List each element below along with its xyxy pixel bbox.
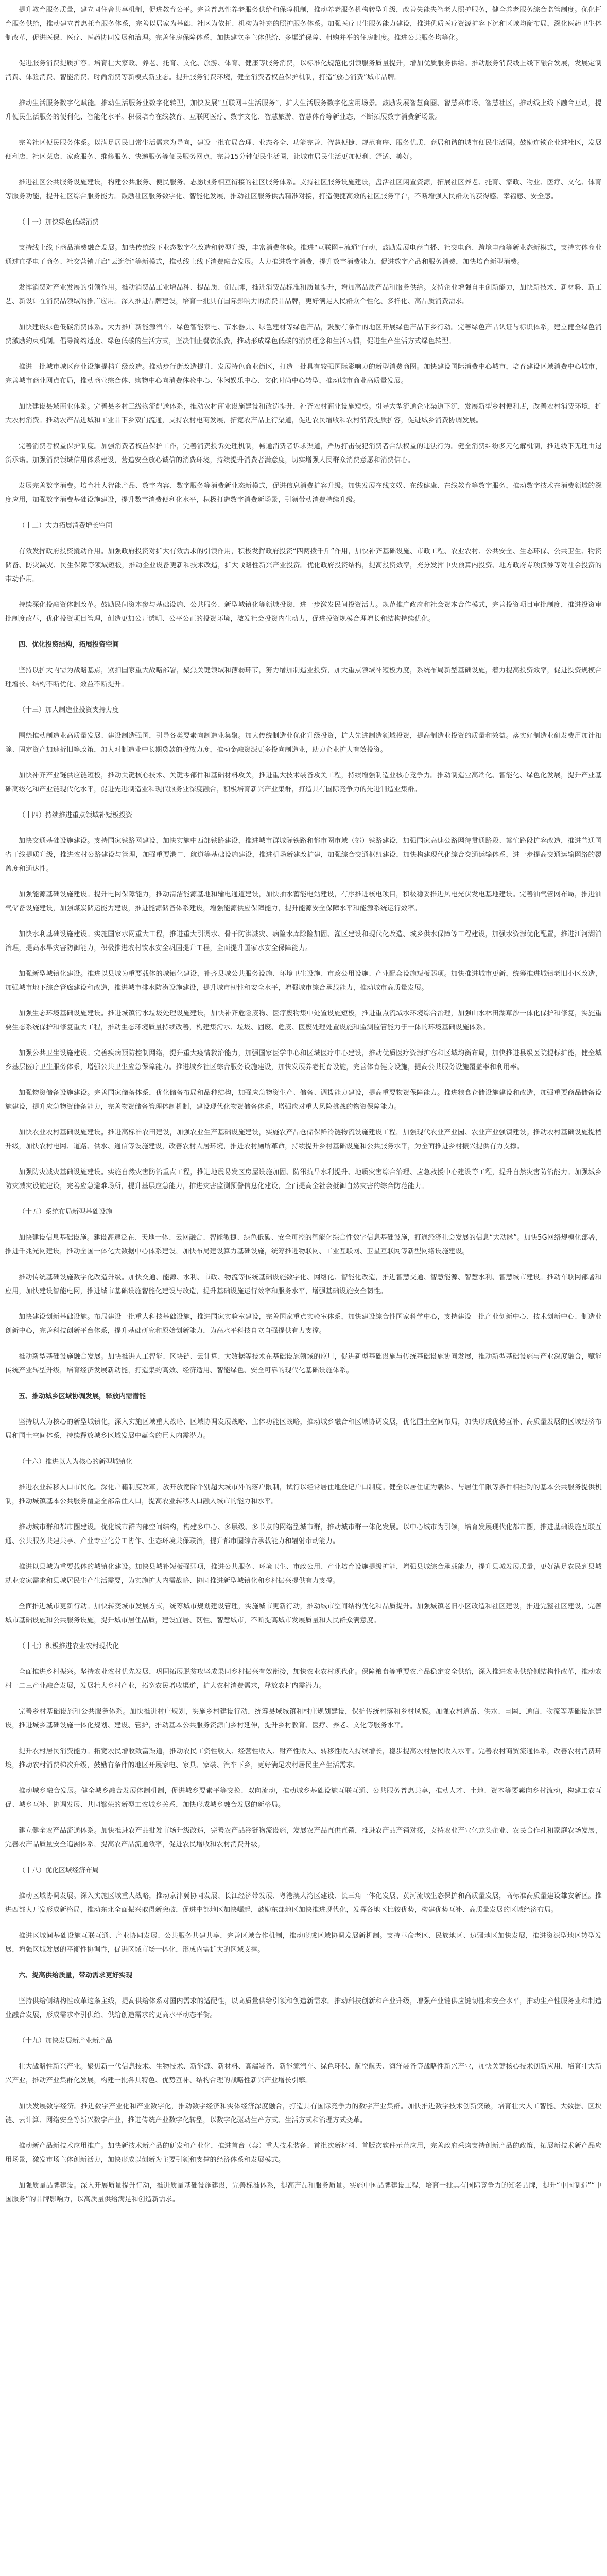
paragraph: 支持线上线下商品消费融合发展。加快传统线下业态数字化改造和转型升级，丰富消费体验。推进“互联网+流通”行动，鼓励发展电商直播、社交电商、跨境电商等新业态新模式，支持实体商业通过直播电子商务、社交营销开启“云逛街”等新模式，推动线上线下消费融合发展。大力推进数字消费，提升数字消费能力，促进数字产品和服务消费，加快培育新型消费。 bbox=[5, 244, 602, 266]
paragraph: 加快发展数字经济。推进数字产业化和产业数字化，推动数字经济和实体经济深度融合，打造具有国际竞争力的数字产业集群。加快推进数字技术创新突破，培育壮大人工智能、大数据、区块链、云计算、网络安全等新兴数字产业，推进传统产业数字化转型，以数字化驱动生产方式、生活方式和治理方式变革。 bbox=[5, 2103, 602, 2124]
paragraph: 加强质量品牌建设。深入开展质量提升行动，推进质量基础设施建设，完善标准体系，提高产品和服务质量。实施中国品牌建设工程，培育一批具有国际竞争力的知名品牌，提升“中国制造”“中国服务”的品牌影响力，以高质量供给满足和创造新需求。 bbox=[5, 2182, 602, 2204]
paragraph: 加强能源基础设施建设。提升电网保障能力，推动清洁能源基地和输电通道建设，加快抽水蓄能电站建设，有序推进核电项目，积极稳妥推进风电光伏发电基地建设。完善油气管网布局，推进油气储备设施建设，加强煤炭储运能力建设，推进能源储备体系建设，增强能源供应保障能力，提升能源安全保障水平和能源系统运行效率。 bbox=[5, 891, 602, 912]
paragraph: 推进一批城市城区商业设施提档升级改造。推动步行街改造提升，发展特色商业街区，打造一批具有较强国际影响力的新型消费商圈。加快建设国际消费中心城市，培育建设区域消费中心城市，完善城市商业网点布局，推动商业综合体、购物中心向消费体验中心、休闲娱乐中心、文化时尚中心转型，推动城市商业高质量发展。 bbox=[5, 363, 602, 385]
subsection-heading: （十三）加大制造业投资支持力度 bbox=[19, 706, 119, 714]
paragraph: 促进服务消费提质扩容。培育壮大家政、养老、托育、文化、旅游、体育、健康等服务消费，以标准化规范化引领服务质量提升，增加优质服务供给。推动服务消费线上线下融合发展，发展定制消费、体验消费、智能消费、时尚消费等新模式新业态。提升服务消费环境，健全消费者权益保护机制，打造“放心消费”城市品牌。 bbox=[5, 60, 602, 81]
section-heading: 四、优化投资结构，拓展投资空间 bbox=[19, 641, 119, 649]
subsection-heading: （十八）优化区域经济布局 bbox=[19, 1867, 99, 1874]
paragraph: 推动新型基础设施融合发展。加快推进人工智能、区块链、云计算、大数据等技术在基础设施领域的应用，促进新型基础设施与传统基础设施协同发展，推动新型基础设施与产业深度融合，赋能传统产业转型升级，培育经济发展新动能，打造集约高效、经济适用、智能绿色、安全可靠的现代化基础设施体系。 bbox=[5, 1353, 602, 1375]
paragraph: 推进农业转移人口市民化。深化户籍制度改革，放开放宽除个别超大城市外的落户限制，试行以经常居住地登记户口制度。健全以居住证为载体、与居住年限等条件相挂钩的基本公共服务提供机制，推动城镇基本公共服务覆盖全部常住人口，提高农业转移人口融入城市的能力和水平。 bbox=[5, 1484, 602, 1505]
paragraph: 推动城乡融合发展。健全城乡融合发展体制机制，促进城乡要素平等交换、双向流动，推动城乡基础设施互联互通、公共服务普惠共享，推动人才、土地、资本等要素向乡村流动，构建工农互促、城乡互补、协调发展、共同繁荣的新型工农城乡关系，加快形成城乡融合发展的新格局。 bbox=[5, 1787, 602, 1809]
paragraph: 加强公共卫生设施建设。完善疾病预防控制网络，提升重大疫情救治能力，加强国家医学中心和区域医疗中心建设，推动优质医疗资源扩容和区域均衡布局，加快推进县级医院提标扩能，健全城乡基层医疗卫生服务体系，增强公共卫生应急保障能力。推进城乡社区综合服务设施建设，加快发展养老托育设施，完善体育健身设施，提高公共服务设施覆盖率和利用率。 bbox=[5, 1049, 602, 1071]
paragraph: 推动区域协调发展。深入实施区域重大战略，推动京津冀协同发展、长江经济带发展、粤港澳大湾区建设、长三角一体化发展、黄河流域生态保护和高质量发展，高标准高质量建设雄安新区。推进西部大开发形成新格局，推动东北全面振兴取得新突破，促进中部地区加快崛起，鼓励东部地区加快推进现代化，发挥各地区比较优势，构建优势互补、高质量发展的区域经济布局。 bbox=[5, 1892, 602, 1914]
paragraph: 加强物资储备设施建设。完善国家储备体系，优化储备布局和品种结构，加强应急物资生产、储备、调拨能力建设，提高重要物资保障能力。推进粮食仓储设施建设和改造，加强重要商品储备设施建设，提升应急物资储备能力，完善物资储备管理体制机制，建设现代化物资储备体系，增强应对重大风险挑战的物资保障能力。 bbox=[5, 1089, 602, 1111]
paragraph: 推进以县城为重要载体的城镇化建设。加快县城补短板强弱项，推进公共服务、环境卫生、市政公用、产业培育设施提级扩能，增强县城综合承载能力，提升县城发展质量，更好满足农民到县城就业安家需求和县城居民生产生活需要，为实施扩大内需战略、协同推进新型城镇化和乡村振兴提供有力支撑。 bbox=[5, 1563, 602, 1585]
paragraph: 推动新产品新技术应用推广。加快新技术新产品的研发和产业化，推进首台（套）重大技术装备、首批次新材料、首版次软件示范应用，完善政府采购支持创新产品的政策，拓展新技术新产品应用场景，激发市场主体创新活力，加快形成以创新为主要引领和支撑的经济体系和发展模式。 bbox=[5, 2142, 602, 2164]
paragraph: 加快补齐产业链供应链短板，推动关键核心技术、关键零部件和基础材料攻关，推进重大技术装备攻关工程，持续增强制造业核心竞争力。推动制造业高端化、智能化、绿色化发展，提升产业基础高级化和产业链现代化水平，促进先进制造业和现代服务业深度融合，积极培育新兴产业集群，打造具有国际竞争力的先进制造业集群。 bbox=[5, 772, 602, 793]
paragraph: 坚持供给侧结构性改革这条主线，提高供给体系对国内需求的适配性，以高质量供给引领和创造新需求。推动科技创新和产业升级，增强产业链供应链韧性和安全水平，推动生产性服务业和制造业融合发展，形成需求牵引供给、供给创造需求的更高水平动态平衡。 bbox=[5, 1997, 602, 2019]
subsection-heading: （十二）大力拓展消费增长空间 bbox=[19, 522, 113, 530]
paragraph: 加快建设创新基础设施。布局建设一批重大科技基础设施，推进国家实验室建设，完善国家重点实验室体系，加快建设综合性国家科学中心，支持建设一批产业创新中心、技术创新中心、制造业创新中心，完善科技创新平台体系，提升基础研究和原始创新能力，为高水平科技自立自强提供有力支撑。 bbox=[5, 1313, 602, 1335]
paragraph: 推动生活服务数字化赋能。推动生活服务业数字化转型，加快发展“互联网+生活服务”，扩大生活服务数字化应用场景。鼓励发展智慧商圈、智慧菜市场、智慧社区，推动线上线下融合互动，提升便民生活服务的便利化、智能化水平。积极培育在线教育、互联网医疗、数字文化、智慧旅游、智慧体育等新业态，不断拓展数字消费新场景。 bbox=[5, 99, 602, 121]
paragraph: 加快交通基础设施建设。支持国家铁路网建设，加快实施中西部铁路建设，推进城市群城际铁路和都市圈市域（郊）铁路建设，加强国家高速公路网待贯通路段、繁忙路段扩容改造，推进普通国省干线提质升级，推进农村公路建设与管理，加强重要港口、航道等基础设施建设，推进机场新建改扩建，加强综合交通枢纽建设，加快构建现代化综合交通运输体系，进一步提高交通运输网络的覆盖度和通达性。 bbox=[5, 837, 602, 873]
paragraph: 加快水利基础设施建设。实施国家水网重大工程，推进重大引调水、骨干防洪减灾、病险水库除险加固、灌区建设和现代化改造、城乡供水保障等工程建设，加强水资源优化配置，推进江河湖泊治理，提高水旱灾害防御能力，积极推进农村饮水安全巩固提升工程，全面提升国家水安全保障能力。 bbox=[5, 930, 602, 952]
paragraph: 加强防灾减灾基础设施建设。实施自然灾害防治重点工程，推进地震易发区房屋设施加固、防汛抗旱水利提升、地质灾害综合治理、应急救援中心建设等工程，提升自然灾害防治能力。加强城乡防灾减灾设施建设，完善应急避难场所，提升基层应急能力，推进灾害监测预警信息化建设，全面提高全社会抵御自然灾害的综合防范能力。 bbox=[5, 1168, 602, 1190]
paragraph: 提升教育服务质量，建立同住舍共享机制，促进教育公平。完善普惠性养老服务供给和保障机制，推动养老服务机构转型升级，改善失能失智老人照护服务，健全养老服务综合监管制度。优化托育服务供给，推动建立普惠托育服务体系，完善以居家为基础、社区为依托、机构为补充的照护服务体系。加强医疗卫生服务能力建设，推进优质医疗资源扩容下沉和区域均衡布局，深化医药卫生体制改革，促进医保、医疗、医药协同发展和治理。完善住房保障体系，加快建立多主体供给、多渠道保障、租购并举的住房制度。推进公共服务均等化。 bbox=[5, 6, 602, 42]
paragraph: 推动城市群和都市圈建设。优化城市群内部空间结构，构建多中心、多层级、多节点的网络型城市群，推动城市群一体化发展。以中心城市为引领，培育发展现代化都市圈，推进基础设施互联互通、公共服务共建共享、产业专业化分工协作、生态环境共保联治，提升都市圈综合承载能力和辐射带动能力。 bbox=[5, 1523, 602, 1545]
paragraph: 加快农业农村基础设施建设。推进高标准农田建设，加强农业生产基础设施建设，实施农产品仓储保鲜冷链物流设施建设工程，加强现代农业产业园、农业产业强镇建设。推动农村基础设施提档升级，加快农村电网、道路、供水、通信等设施建设，改善农村人居环境，推进农村厕所革命，持续提升乡村基础设施和公共服务水平，为全面推进乡村振兴提供有力支撑。 bbox=[5, 1129, 602, 1150]
paragraph: 持续深化投融资体制改革。鼓励民间资本参与基础设施、公共服务、新型城镇化等领域投资，进一步激发民间投资活力。规范推广政府和社会资本合作模式，完善投资项目审批制度，推进投资审批制度改革，优化投资项目管理，创造更加公开透明、公平公正的投资环境，激发社会投资内生动力，促进投资规模合理增长和结构持续优化。 bbox=[5, 601, 602, 623]
paragraph: 全面推进城市更新行动。加快转变城市发展方式，统筹城市规划建设管理，实施城市更新行动，推动城市空间结构优化和品质提升。加强城镇老旧小区改造和社区建设，推进完整社区建设，完善城市基础设施和公共服务设施，提升城市居住品质，建设宜居、韧性、智慧城市，不断提高城市发展质量和人民群众满意度。 bbox=[5, 1603, 602, 1624]
subsection-heading: （十六）推进以人为核心的新型城镇化 bbox=[19, 1458, 133, 1466]
section-heading: 六、提高供给质量，带动需求更好实现 bbox=[19, 1972, 133, 1979]
paragraph: 加强生态环境基础设施建设。推进城镇污水垃圾处理设施建设，加快补齐危险废物、医疗废物集中处置设施短板，推进重点流域水环境综合治理，加强山水林田湖草沙一体化保护和修复，实施重要生态系统保护和修复重大工程，推动生态环境质量持续改善，构建集污水、垃圾、固废、危废、医废处理处置设施和监测监管能力于一体的环境基础设施体系。 bbox=[5, 1010, 602, 1031]
paragraph: 加快建设信息基础设施。建设高速泛在、天地一体、云网融合、智能敏捷、绿色低碳、安全可控的智能化综合性数字信息基础设施，打通经济社会发展的信息“大动脉”。加快5G网络规模化部署，推进千兆光网建设，推动全国一体化大数据中心体系建设，加快布局建设算力基础设施，统筹推进物联网、工业互联网、卫星互联网等新型网络设施建设。 bbox=[5, 1234, 602, 1256]
paragraph: 加快建设县域商业体系。完善县乡村三级物流配送体系，推动农村商业设施建设和改造提升，补齐农村商业设施短板。引导大型流通企业渠道下沉，发展新型乡村便利店，改善农村消费环境，扩大农村消费。推动农产品进城和工业品下乡双向流通，支持农村电商发展，拓宽农产品上行渠道，促进农民增收和农村消费提质扩容，促进城乡消费协调发展。 bbox=[5, 403, 602, 425]
paragraph: 坚持以扩大内需为战略基点，紧扣国家重大战略部署，聚焦关键领域和薄弱环节，努力增加制造业投资，加大重点领域补短板力度，系统布局新型基础设施，着力提高投资效率，促进投资规模合理增长、结构不断优化、效益不断提升。 bbox=[5, 667, 602, 688]
paragraph: 建立健全农产品流通体系。加快推进农产品批发市场升级改造，完善农产品冷链物流设施，发展农产品直供直销，推进农产品产销对接，支持农业产业化龙头企业、农民合作社和家庭农场发展，完善农产品质量安全追溯体系，提高农产品流通效率，促进农民增收和农村消费升级。 bbox=[5, 1827, 602, 1849]
paragraph: 推进社区公共服务设施建设，构建公共服务、便民服务、志愿服务相互衔接的社区服务体系。支持社区服务设施建设，盘活社区闲置资源，拓展社区养老、托育、家政、物业、医疗、文化、体育等服务功能，提升社区综合服务能力。鼓励社区服务数字化、智能化发展，推动社区服务供需精准对接，打造便捷高效的社区服务平台，不断增强人民群众的获得感、幸福感、安全感。 bbox=[5, 179, 602, 200]
subsection-heading: （十九）加快发展新产业新产品 bbox=[19, 2037, 113, 2045]
paragraph: 完善消费者权益保护制度。加强消费者权益保护工作，完善消费投诉处理机制，畅通消费者诉求渠道，严厉打击侵犯消费者合法权益的违法行为。健全消费纠纷多元化解机制，推进线下无理由退货承诺。加强消费领域信用体系建设，营造安全放心诚信的消费环境，持续提升消费者满意度，切实增强人民群众消费意愿和消费信心。 bbox=[5, 443, 602, 464]
paragraph: 完善社区便民服务体系。以满足居民日常生活需求为导向，建设一批布局合理、业态齐全、功能完善、智慧便捷、规范有序、服务优质、商居和谐的城市便民生活圈。鼓励连锁企业进社区，发展便利店、社区菜店、家政服务、维修服务、快递服务等便民服务网点，完善15分钟便民生活圈，让城市居民生活更加便利、舒适、美好。 bbox=[5, 139, 602, 161]
subsection-heading: （十一）加快绿色低碳消费 bbox=[19, 218, 99, 226]
paragraph: 推动传统基础设施数字化改造升级。加快交通、能源、水利、市政、物流等传统基础设施数字化、网络化、智能化改造，推进智慧交通、智慧能源、智慧水利、智慧城市建设。推动车联网部署和应用，加快建设智能电网，推进城市基础设施智能化建设与改造，提升基础设施运行效率和服务水平，增强基础设施安全韧性。 bbox=[5, 1274, 602, 1295]
paragraph: 提升农村居民消费能力。拓宽农民增收致富渠道，推动农民工资性收入、经营性收入、财产性收入、转移性收入持续增长，稳步提高农村居民收入水平。完善农村商贸流通体系，改善农村消费环境，推动农村消费梯次升级，鼓励有条件的地区开展家电、家具、家装、汽车下乡，更好满足农村居民生产生活需求。 bbox=[5, 1748, 602, 1769]
paragraph: 壮大战略性新兴产业。聚焦新一代信息技术、生物技术、新能源、新材料、高端装备、新能源汽车、绿色环保、航空航天、海洋装备等战略性新兴产业，加快关键核心技术创新应用，培育壮大新兴产业，推动产业集群化发展，构建一批各具特色、优势互补、结构合理的战略性新兴产业增长引擎。 bbox=[5, 2063, 602, 2084]
subsection-heading: （十四）持续推进重点领域补短板投资 bbox=[19, 811, 133, 819]
subsection-heading: （十七）积极推进农业农村现代化 bbox=[19, 1642, 119, 1650]
paragraph: 围绕推动制造业高质量发展、建设制造强国，引导各类要素向制造业集聚。加大传统制造业优化升级投资，扩大先进制造领域投资，提高制造业投资的质量和效益。落实好制造业研发费用加计扣除、固定资产加速折旧等政策，加大对制造业中长期贷款的投放力度，推动金融资源更多投向制造业，助力企业扩大有效投资。 bbox=[5, 732, 602, 754]
paragraph: 完善乡村基础设施和公共服务体系。加快推进村庄规划，实施乡村建设行动，统筹县域城镇和村庄规划建设，保护传统村落和乡村风貌。加强农村道路、供水、电网、通信、物流等基础设施建设，推进城乡基础设施一体化规划、建设、管护，推动基本公共服务资源向乡村延伸，提升乡村教育、医疗、养老、文化等服务水平。 bbox=[5, 1708, 602, 1730]
paragraph: 推进区域间基础设施互联互通、产业协同发展、公共服务共建共享，完善区域合作机制，推动形成区域协调发展新机制。支持革命老区、民族地区、边疆地区加快发展，推进资源型地区转型发展，增强区域发展的平衡性协调性，促进区域市场一体化，形成内需扩大的区域支撑。 bbox=[5, 1932, 602, 1954]
paragraph: 加强新型城镇化建设。推进以县城为重要载体的城镇化建设，补齐县城公共服务设施、环境卫生设施、市政公用设施、产业配套设施短板弱项。加快推进城市更新，统筹推进城镇老旧小区改造，加强城市地下综合管廊建设和改造，推进城市排水防涝设施建设，提升城市韧性和安全水平，增强城市综合承载能力，推动城市高质量发展。 bbox=[5, 970, 602, 992]
paragraph: 加快建设绿色低碳消费体系。大力推广新能源汽车、绿色智能家电、节水器具、绿色建材等绿色产品，鼓励有条件的地区开展绿色产品下乡行动。完善绿色产品认证与标识体系，建立健全绿色消费激励约束机制。倡导简约适度、绿色低碳的生活方式，坚决制止餐饮浪费，推动形成绿色低碳的消费理念和生活习惯，促进生产生活方式绿色转型。 bbox=[5, 324, 602, 345]
paragraph: 全面推进乡村振兴。坚持农业农村优先发展，巩固拓展脱贫攻坚成果同乡村振兴有效衔接，加快农业农村现代化。保障粮食等重要农产品稳定安全供给，深入推进农业供给侧结构性改革，推动农村一二三产业融合发展，发展壮大乡村产业，拓宽农民增收渠道，扩大农村消费需求，释放农村内需潜力。 bbox=[5, 1668, 602, 1690]
subsection-heading: （十五）系统布局新型基础设施 bbox=[19, 1208, 113, 1216]
section-heading: 五、推动城乡区域协调发展，释放内需潜能 bbox=[19, 1393, 146, 1400]
paragraph: 发展完善数字消费。培育壮大智能产品、数字内容、数字服务等消费新业态新模式，促进信息消费扩容升级。加快发展在线文娱、在线健康、在线教育等数字服务，推动数字技术在消费领域的深度应用，加强数字消费基础设施建设，提升数字消费便利化水平，积极打造数字消费新场景，引领带动消费持续升级。 bbox=[5, 482, 602, 504]
paragraph: 坚持以人为核心的新型城镇化，深入实施区域重大战略、区域协调发展战略、主体功能区战略，推动城乡融合和区域协调发展，优化国土空间布局，加快形成优势互补、高质量发展的区域经济布局和国土空间体系，持续释放城乡区域发展中蕴含的巨大内需潜力。 bbox=[5, 1418, 602, 1440]
paragraph: 有效发挥政府投资撬动作用。加强政府投资对扩大有效需求的引领作用，积极发挥政府投资“四两拨千斤”作用，加快补齐基础设施、市政工程、农业农村、公共安全、生态环保、公共卫生、物资储备、防灾减灾、民生保障等领域短板，推动企业设备更新和技术改造，扩大战略性新兴产业投资。优化政府投资结构，提高投资效率，充分发挥中央预算内投资、地方政府专项债券等对社会投资的带动作用。 bbox=[5, 548, 602, 583]
paragraph: 发挥消费对产业发展的引领作用。推动消费品工业增品种、提品质、创品牌，推进消费品标准和质量提升，增加高品质产品和服务供给。支持企业增强自主创新能力，加快新技术、新材料、新工艺、新设计在消费品领域的推广应用。深入推进品牌建设，培育一批具有国际影响力的消费品品牌，更好满足人民群众个性化、多样化、高品质消费需求。 bbox=[5, 284, 602, 306]
